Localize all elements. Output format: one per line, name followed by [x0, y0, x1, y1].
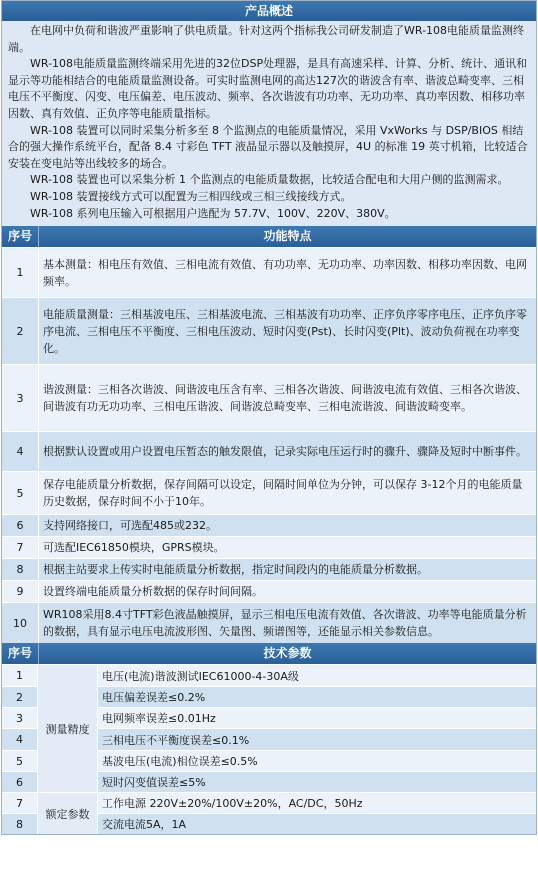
feature-num: 5 — [2, 472, 39, 514]
tech-col-num: 序号 — [2, 643, 39, 664]
feature-text: 根据主站要求上传实时电能质量分析数据，指定时间段内的电能质量分析数据。 — [43, 563, 428, 577]
feature-row — [2, 247, 536, 297]
tech-num: 1 — [2, 664, 38, 686]
tech-group-measure: 测量精度 — [38, 664, 98, 792]
overview-paragraph: WR-108电能质量监测终端采用先进的32位DSP处理器，是具有高速采样、计算、分析、统计、通讯和显示等功能相结合的电能质量监测设备。可实时监测电网的高达127次的谐波含有率、谐波总畸变率、三相电压不平衡度、闪变、电压偏差、电压波动、频率、各次谐波有功功率、无功功率、真功率因数、相移功率因数、真有效值、正负序等电能质量指标。 — [8, 57, 528, 120]
feature-row — [2, 514, 536, 536]
features-col-num: 序号 — [2, 226, 39, 247]
tech-value: 三相电压不平衡度误差≤0.1% — [98, 728, 536, 750]
overview-paragraph: WR-108 装置接线方式可以配置为三相四线或三相三线接线方式。 — [30, 189, 352, 203]
feature-row — [2, 580, 536, 602]
tech-value: 工作电源 220V±20%/100V±20%，AC/DC，50Hz — [98, 792, 536, 813]
tech-num: 7 — [2, 792, 38, 813]
feature-row — [2, 364, 536, 431]
overview-section — [2, 21, 536, 226]
feature-text: 保存电能质量分析数据，保存间隔可以设定，间隔时间单位为分钟，可以保存 3-12个月的电能质量历史数据，保存时间不小于10年。 — [43, 478, 523, 509]
feature-row — [2, 297, 536, 364]
feature-num: 8 — [2, 559, 39, 580]
tech-num: 4 — [2, 728, 38, 750]
feature-num: 7 — [2, 537, 39, 558]
feature-num: 3 — [2, 365, 39, 431]
overview-paragraph: WR-108 装置可以同时采集分析多至 8 个监测点的电能质量情况，采用 VxWorks 与 DSP/BIOS 相结合的强大操作系统平台，配备 8.4 寸彩色 TFT 液晶显示器以及触摸屏，4U 的标准 19 英寸机箱，比较适合安装在变电站等出线较多的场合。 — [8, 123, 528, 170]
features-header — [2, 226, 536, 247]
features-col-title: 功能特点 — [263, 229, 312, 244]
tech-header — [2, 643, 536, 664]
feature-row — [2, 536, 536, 558]
feature-text: WR108采用8.4寸TFT彩色液晶触摸屏，显示三相电压电流有效值、各次谐波、功率等电能质量分析的数据，具有显示电压电流波形图、矢量图、频谱图等，还能显示相关参数信息。 — [43, 608, 527, 639]
tech-col-title: 技术参数 — [263, 646, 312, 661]
tech-value: 短时闪变值误差≤5% — [98, 771, 536, 792]
feature-num: 2 — [2, 298, 39, 364]
feature-row — [2, 471, 536, 514]
feature-text: 谐波测量：三相各次谐波、间谐波电压含有率、三相各次谐波、间谐波电流有效值、三相各次谐波、间谐波有功无功功率、三相电压谐波、间谐波总畸变率、三相电流谐波、间谐波畸变率。 — [43, 383, 527, 414]
tech-group-rated: 额定参数 — [38, 792, 98, 834]
feature-text: 设置终端电能质量分析数据的保存时间间隔。 — [43, 585, 263, 599]
feature-text: 电能质量测量：三相基波电压、三相基波电流、三相基波有功功率、正序负序零序电压、正序负序零序电流、三相电压不平衡度、三相电压波动、短时闪变(Pst)、长时闪变(Plt)、波动负荷视在功率变化。 — [43, 307, 527, 355]
overview-paragraph: WR-108 系列电压输入可根据用户选配为 57.7V、100V、220V、380V。 — [30, 206, 396, 220]
feature-num: 9 — [2, 581, 39, 602]
feature-text: 可选配IEC61850模块，GPRS模块。 — [43, 541, 225, 555]
feature-row — [2, 602, 536, 643]
tech-num: 2 — [2, 686, 38, 707]
feature-row — [2, 558, 536, 580]
feature-text: 根据默认设置或用户设置电压暂态的触发限值，记录实际电压运行时的骤升、骤降及短时中断事件。 — [43, 445, 527, 459]
overview-header: 产品概述 — [2, 1, 536, 21]
tech-table — [2, 664, 536, 834]
feature-num: 10 — [2, 603, 39, 643]
tech-num: 5 — [2, 750, 38, 771]
tech-value: 电网频率误差≤0.01Hz — [98, 707, 536, 728]
tech-value: 交流电流5A，1A — [98, 813, 536, 834]
feature-text: 基本测量：相电压有效值、三相电流有效值、有功功率、无功功率、功率因数、相移功率因数、电网频率。 — [43, 257, 527, 288]
feature-text: 支持网络接口，可选配485或232。 — [43, 519, 217, 533]
tech-num: 8 — [2, 813, 38, 834]
feature-num: 1 — [2, 248, 39, 297]
tech-num: 3 — [2, 707, 38, 728]
tech-num: 6 — [2, 771, 38, 792]
product-spec-sheet — [1, 0, 537, 835]
feature-num: 4 — [2, 432, 39, 471]
overview-paragraph: 在电网中负荷和谐波严重影响了供电质量。针对这两个指标我公司研发制造了WR-108电能质量监测终端。 — [8, 24, 525, 54]
overview-paragraph: WR-108 装置也可以采集分析 1 个监测点的电能质量数据，比较适合配电和大用户侧的监测需求。 — [30, 173, 509, 187]
feature-row — [2, 431, 536, 471]
feature-num: 6 — [2, 515, 39, 536]
tech-value: 基波电压(电流)相位误差≤0.5% — [98, 750, 536, 771]
features-table — [2, 247, 536, 643]
tech-value: 电压偏差误差≤0.2% — [98, 686, 536, 707]
tech-value: 电压(电流)谐波测试IEC61000-4-30A级 — [98, 664, 536, 686]
